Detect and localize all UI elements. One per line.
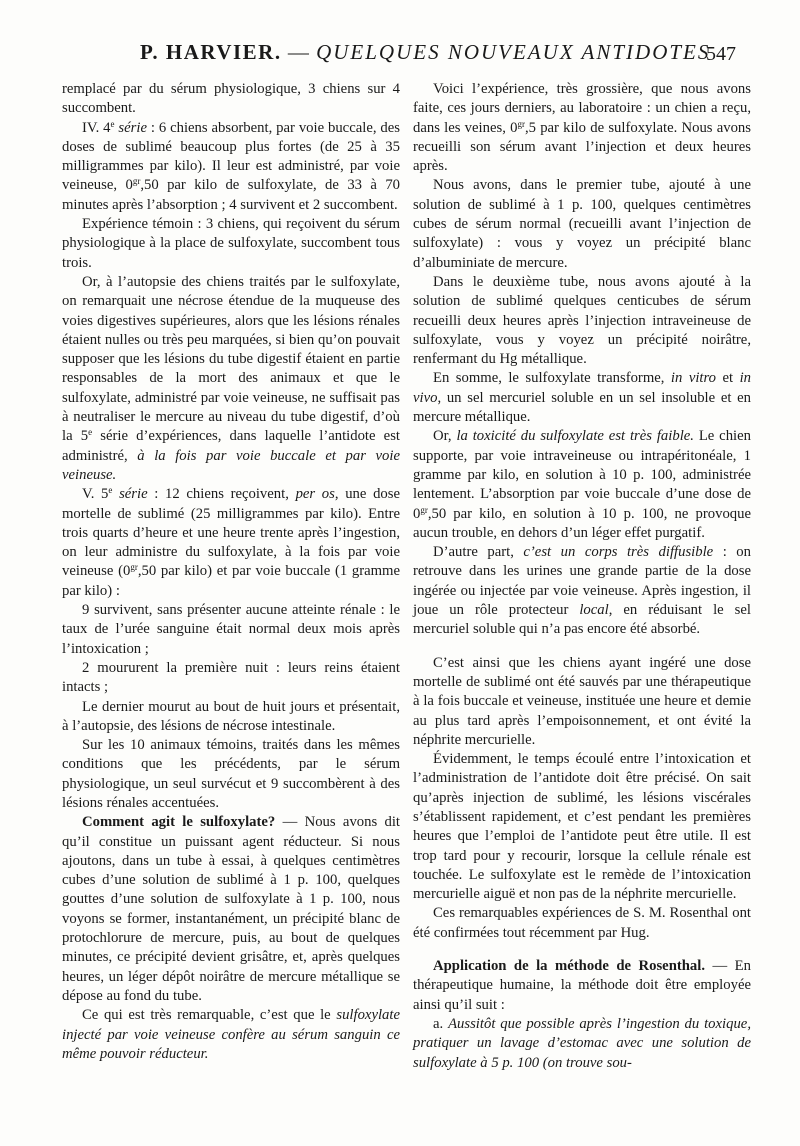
- left-column: [62, 80, 400, 1064]
- paragraph-text: Or,: [433, 428, 457, 445]
- paragraph-text: , en réduisant le sel mercuriel soluble qui n’a pas encore été absorbé.: [413, 602, 751, 638]
- paragraph-list-item: [413, 1015, 751, 1073]
- paragraph-control: Expérience témoin : 3 chiens, qui reçoivent du sérum physiologique à la place de sulfoxylate, succombent tous trois.: [62, 216, 400, 271]
- superscript-unit: gr: [132, 176, 141, 187]
- list-marker: a.: [433, 1015, 449, 1032]
- paragraph-text: , une dose mortelle de sublimé (25 milligrammes par kilo). Entre trois quarts d’heure et une heure trente après l’ingestion, on leur administre du sulfoxylate, à la fois par voie veineuse (0: [62, 486, 401, 580]
- paragraph-text: D’autre part,: [433, 544, 524, 561]
- series-number: V. 5: [82, 486, 109, 503]
- superscript: e: [110, 118, 115, 129]
- paragraph-text: : 12 chiens reçoivent,: [147, 486, 296, 503]
- paragraph: Sur les 10 animaux témoins, traités dans les mêmes conditions que les précédents, par le sérum physiologique, un seul survécut et 9 succombèrent à des lésions rénales accentuées.: [62, 737, 400, 811]
- paragraph-text: En somme, le sulfoxylate transforme,: [433, 370, 671, 387]
- paragraph-series-5: [62, 485, 400, 601]
- emphasis: la toxicité du sulfoxylate est très faible.: [456, 428, 694, 445]
- paragraph-text: ,50 par kilo de sulfoxylate, de 33 à 70 minutes après l’absorption ; 4 survivent et 2 succombent.: [62, 177, 401, 213]
- superscript: e: [88, 427, 93, 438]
- superscript-unit: gr: [420, 504, 428, 515]
- superscript: e: [108, 485, 113, 496]
- paragraph-text: Le chien supporte, par voie intraveineuse ou intrapéritonéale, 1 gramme par kilo, en solution à 10 p. 100, administrée lentement. L’absorption par voie buccale d’une dose de 0: [413, 428, 751, 522]
- paragraph: [62, 1006, 400, 1064]
- paragraph-text: — Nous avons dit qu’il constitue un puissant agent réducteur. Si nous ajoutons, dans un tube à essai, à quelques centimètres cubes d’une solution de sublimé à 1 p. 100, quelques gouttes d’une solution de sulfoxylate à 1 p. 100, nous voyons se former, instantanément, un précipité blanc de protochlorure de mercure, puis, au bout de quelques minutes, ce précipité devient grisâtre, et, après quelques heures, un léger dépôt noirâtre de mercure métallique se dépose au fond du tube.: [62, 814, 401, 1004]
- paragraph-text: , un sel mercuriel soluble en un sel insoluble et en mercure métallique.: [413, 389, 751, 426]
- paragraph-text: : on retrouve dans les urines une grande partie de la dose ingérée ou injectée par voie veineuse. Après ingestion, il joue un rôle protecteur: [413, 544, 751, 619]
- series-label: série: [112, 486, 148, 503]
- paragraph: C’est ainsi que les chiens ayant ingéré une dose mortelle de sublimé ont été sauvés par une thérapeutique à la fois buccale et veineuse, instituée une heure et demie au plus tard après l’empoisonnement, et ont évité la néphrite mercurielle.: [413, 654, 751, 748]
- paragraph-text: Voici l’expérience, très grossière, que nous avons faite, ces jours derniers, au laboratoire : un chien a reçu, dans les veines, 0: [413, 81, 751, 136]
- superscript-unit: gr: [517, 118, 525, 129]
- section-heading: Comment agit le sulfoxylate?: [82, 814, 276, 831]
- right-column: [413, 80, 751, 1073]
- paragraph-text: Ce qui est très remarquable, c’est que le: [82, 1007, 337, 1024]
- paragraph-result: 2 moururent la première nuit : leurs reins étaient intacts ;: [62, 659, 400, 696]
- paragraph: [413, 543, 751, 639]
- emphasis: sulfoxylate injecté par voie veineuse confère au sérum sanguin ce même pouvoir réducteur.: [62, 1007, 400, 1062]
- paragraph-result: 9 survivent, sans présenter aucune atteinte rénale : le taux de l’urée sanguine était normal deux mois après l’intoxication ;: [62, 602, 400, 657]
- paragraph-text: — En thérapeutique humaine, la méthode doit être employée ainsi qu’il suit :: [413, 958, 751, 1013]
- paragraph: [413, 427, 751, 543]
- paragraph-text: ,5 par kilo de sulfoxylate. Nous avons recueilli son sérum avant l’injection et deux heures après.: [413, 119, 751, 175]
- section-heading: Application de la méthode de Rosenthal.: [433, 958, 706, 975]
- paragraph-series-4: [62, 119, 400, 215]
- paragraph-section-application: [413, 957, 751, 1015]
- paragraph-text: Or, à l’autopsie des chiens traités par le sulfoxylate, on remarquait une nécrose étendue de la muqueuse des voies digestives supérieures, alors que les lésions rénales étaient nulles ou très peu marquées, si bien qu’on pouvait supposer que les lésions du tube digestif étaient en partie responsables de la mort des animaux et que le sulfoxylate, administré par voie veineuse, ne suffisait pas à neutraliser le mercure au niveau du tube digestif, d’où la 5: [62, 273, 400, 445]
- paragraph-text: ,50 par kilo, en solution à 10 p. 100, ne provoque aucun trouble, en dehors d’un léger effet purgatif.: [413, 505, 751, 541]
- emphasis: à la fois par voie buccale et par voie veineuse.: [62, 447, 400, 483]
- paragraph: Ces remarquables expériences de S. M. Rosenthal ont été confirmées tout récemment par Hug.: [413, 905, 751, 941]
- emphasis: in vivo: [413, 370, 751, 406]
- paragraph-text: série d’expériences, dans laquelle l’antidote est administré,: [62, 428, 400, 464]
- paragraph: remplacé par du sérum physiologique, 3 chiens sur 4 succombent.: [62, 81, 400, 117]
- header-topic: QUELQUES NOUVEAUX ANTIDOTES: [316, 40, 711, 64]
- paragraph-text: : 6 chiens absorbent, par voie buccale, des doses de sublimé beaucoup plus fortes (de 25 à 35 milligrammes par kilo). Il leur est administré, par voie veineuse, 0: [62, 119, 400, 194]
- paragraph-text: ,50 par kilo) et par voie buccale (1 gramme par kilo) :: [62, 563, 400, 599]
- paragraph-text: et: [716, 370, 740, 387]
- paragraph: [413, 80, 751, 176]
- emphasis: c’est un corps très diffusible: [523, 544, 714, 561]
- page-number: 547: [706, 43, 736, 65]
- emphasis: in vitro: [670, 370, 717, 387]
- superscript-unit: gr: [130, 562, 138, 573]
- running-header: [0, 40, 800, 74]
- header-dash: —: [281, 40, 317, 64]
- paragraph: Dans le deuxième tube, nous avons ajouté à la solution de sublimé quelques centicubes de sérum recueilli deux heures après l’injection intraveineuse de sulfoxylate, vous y voyez un précipité noirâtre, renfermant du Hg métallique.: [413, 273, 751, 368]
- paragraph: Évidemment, le temps écoulé entre l’intoxication et l’administration de l’antidote doit être précisé. On sait qu’après injection de sublimé, les lésions viscérales s’établissent rapidement, et c’est pendant les premières heures que l’emploi de l’antidote peut être utile. Il est trop tard pour y recourir, lorsque la cellule rénale est touchée. Le sulfoxylate est le remède de l’intoxication mercurielle aiguë et non pas de la néphrite mercurielle.: [413, 751, 751, 903]
- paragraph: [413, 369, 751, 427]
- paragraph-result: Le dernier mourut au bout de huit jours et présentait, à l’autopsie, des lésions de nécrose intestinale.: [62, 698, 400, 734]
- paragraph-autopsy: [62, 273, 400, 485]
- series-label: série: [114, 119, 147, 136]
- emphasis: local: [579, 602, 609, 619]
- series-number: IV. 4: [82, 119, 111, 136]
- paragraph-section-mechanism: [62, 813, 400, 1006]
- paragraph: Nous avons, dans le premier tube, ajouté à une solution de sublimé à 1 p. 100, quelques centimètres cubes de sérum normal (recueilli avant l’injection de sulfoxylate) : vous y voyez un précipité blanc d’albuminiate de mercure.: [413, 177, 751, 271]
- header-title: [140, 40, 711, 65]
- header-author: P. HARVIER.: [140, 40, 282, 64]
- emphasis: Aussitôt que possible après l’ingestion du toxique, pratiquer un lavage d’estomac avec une solution de sulfoxylate à 5 p. 100 (on trouve sou-: [413, 1015, 751, 1071]
- emphasis: per os: [295, 486, 335, 503]
